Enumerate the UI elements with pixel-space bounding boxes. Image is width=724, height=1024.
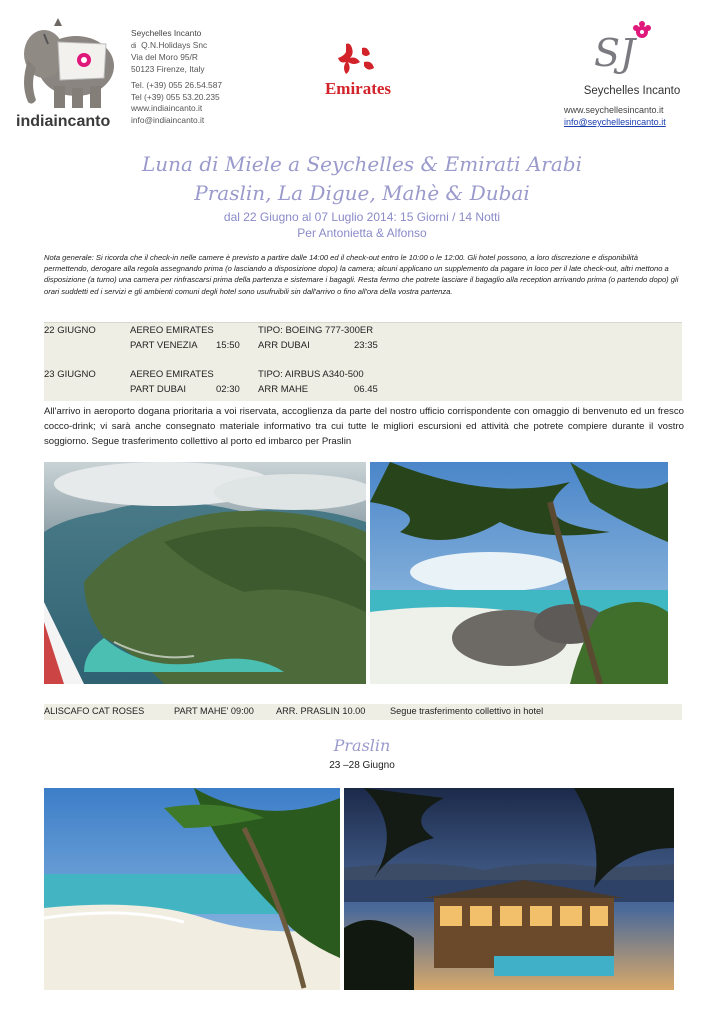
general-note: Nota generale: Si ricorda che il check-in nelle camere è previsto a partire dalle 14:00 ed il check-out entro le 10:00 o le 12:00. Gli hotel possono, a loro discrezione e disponibilità permettendo, derogare alla regola assegnando prima (o lasciando a disposizione dopo) la camera; alcuni applicano un supplemento da pagare in loco per il late check-out, altri mettono a disposizione (a turno) una camera per rinfrascarsi prima della partenza e sistemare i bagagli. Resta fermo che potrete lasciare il bagaglio alla reception arrivando prima (o partendo dopo) gli orari suddetti ed i servizi e gli ambienti comuni degli hotel sono usufruibili sin dall'arrivo o fino all'ora della vostra partenza. <box>44 253 679 296</box>
agency-email-link[interactable]: info@indiaincanto.it <box>131 114 205 125</box>
agency-contact-block <box>131 28 251 126</box>
agency-phone: Tel. (+39) 055 26.54.587 <box>131 80 223 90</box>
india-incanto-logo <box>14 14 122 130</box>
tropical-beach-palm-photo <box>370 462 668 684</box>
flight-2-date: 23 GIUGNO <box>44 369 96 380</box>
flight-2-aircraft: TIPO: AIRBUS A340-500 <box>258 369 364 380</box>
ferry-row <box>44 704 682 720</box>
ferry-arrival: ARR. PRASLIN 10.00 <box>276 706 366 716</box>
page-title: Luna di Miele a Seychelles & Emirati Arabi <box>142 152 582 176</box>
ferry-transfer-note: Segue trasferimento collettivo in hotel <box>390 706 544 716</box>
praslin-hotel-night-photo <box>344 788 674 990</box>
praslin-heading: Praslin <box>333 736 391 755</box>
emirates-logo <box>316 40 400 100</box>
svg-text:Seychelles Incanto: Seychelles Incanto <box>583 85 681 97</box>
agency-phone-2: Tel (+39) 055 53.20.235 <box>131 91 220 102</box>
praslin-beach-photo <box>44 788 340 990</box>
flight-2-departure-time: 02:30 <box>216 384 240 395</box>
flight-2-arrival-time: 06.45 <box>354 384 378 395</box>
ferry-name: ALISCAFO CAT ROSES <box>44 706 145 716</box>
sj-contact-block <box>564 104 694 128</box>
arrival-description: All'arrivo in aeroporto dogana prioritaria a voi riservata, accoglienza da parte del nostro ufficio corrispondente con omaggio di benvenuto ed un fresco cocco-drink; vi sarà anche consegnato materiale informativo tra cui tutte le migliori escursioni ed attività che potrete compiere durante il vostro soggiorno. Segue trasferimento collettivo al porto ed imbarco per Praslin <box>44 406 684 447</box>
flight-1-departure-time: 15:50 <box>216 340 240 351</box>
company-name: Seychelles Incanto <box>131 28 202 38</box>
flight-2-arrival: ARR MAHE <box>258 384 309 395</box>
sj-email-link[interactable]: info@seychellesincanto.it <box>564 117 666 127</box>
page-subtitle: Praslin, La Digue, Mahè & Dubai <box>194 181 530 205</box>
flight-1-arrival: ARR DUBAI <box>258 340 310 351</box>
sj-website-link[interactable]: www.seychellesincanto.it <box>564 105 664 115</box>
flight-1-aircraft: TIPO: BOEING 777-300ER <box>258 325 374 336</box>
praslin-dates: 23 –28 Giugno <box>329 760 395 771</box>
agency-city: 50123 Firenze, Italy <box>131 63 205 74</box>
aerial-island-photo <box>44 462 366 684</box>
svg-text:Emirates: Emirates <box>324 79 392 98</box>
travellers: Per Antonietta & Alfonso <box>297 226 427 240</box>
svg-text:indiaincanto: indiaincanto <box>16 113 111 130</box>
flights-table <box>44 322 682 401</box>
flight-2-departure: PART DUBAI <box>130 384 186 395</box>
agency-website-link[interactable]: www.indiaincanto.it <box>131 103 203 113</box>
svg-text:SJ: SJ <box>594 31 636 75</box>
flight-1-date: 22 GIUGNO <box>44 325 96 336</box>
flight-1-arrival-time: 23:35 <box>354 340 378 351</box>
flight-2-carrier: AEREO EMIRATES <box>130 369 214 380</box>
trip-dates: dal 22 Giugno al 07 Luglio 2014: 15 Giorni / 14 Notti <box>223 210 501 224</box>
agency-street: Via del Moro 95/R <box>131 52 198 62</box>
flight-1-carrier: AEREO EMIRATES <box>130 325 214 336</box>
flight-1-departure: PART VENEZIA <box>130 340 198 351</box>
seychelles-incanto-logo <box>576 20 686 104</box>
ferry-departure: PART MAHE' 09:00 <box>174 706 254 716</box>
agency-name: di Q.N.Holidays Snc <box>131 39 208 50</box>
